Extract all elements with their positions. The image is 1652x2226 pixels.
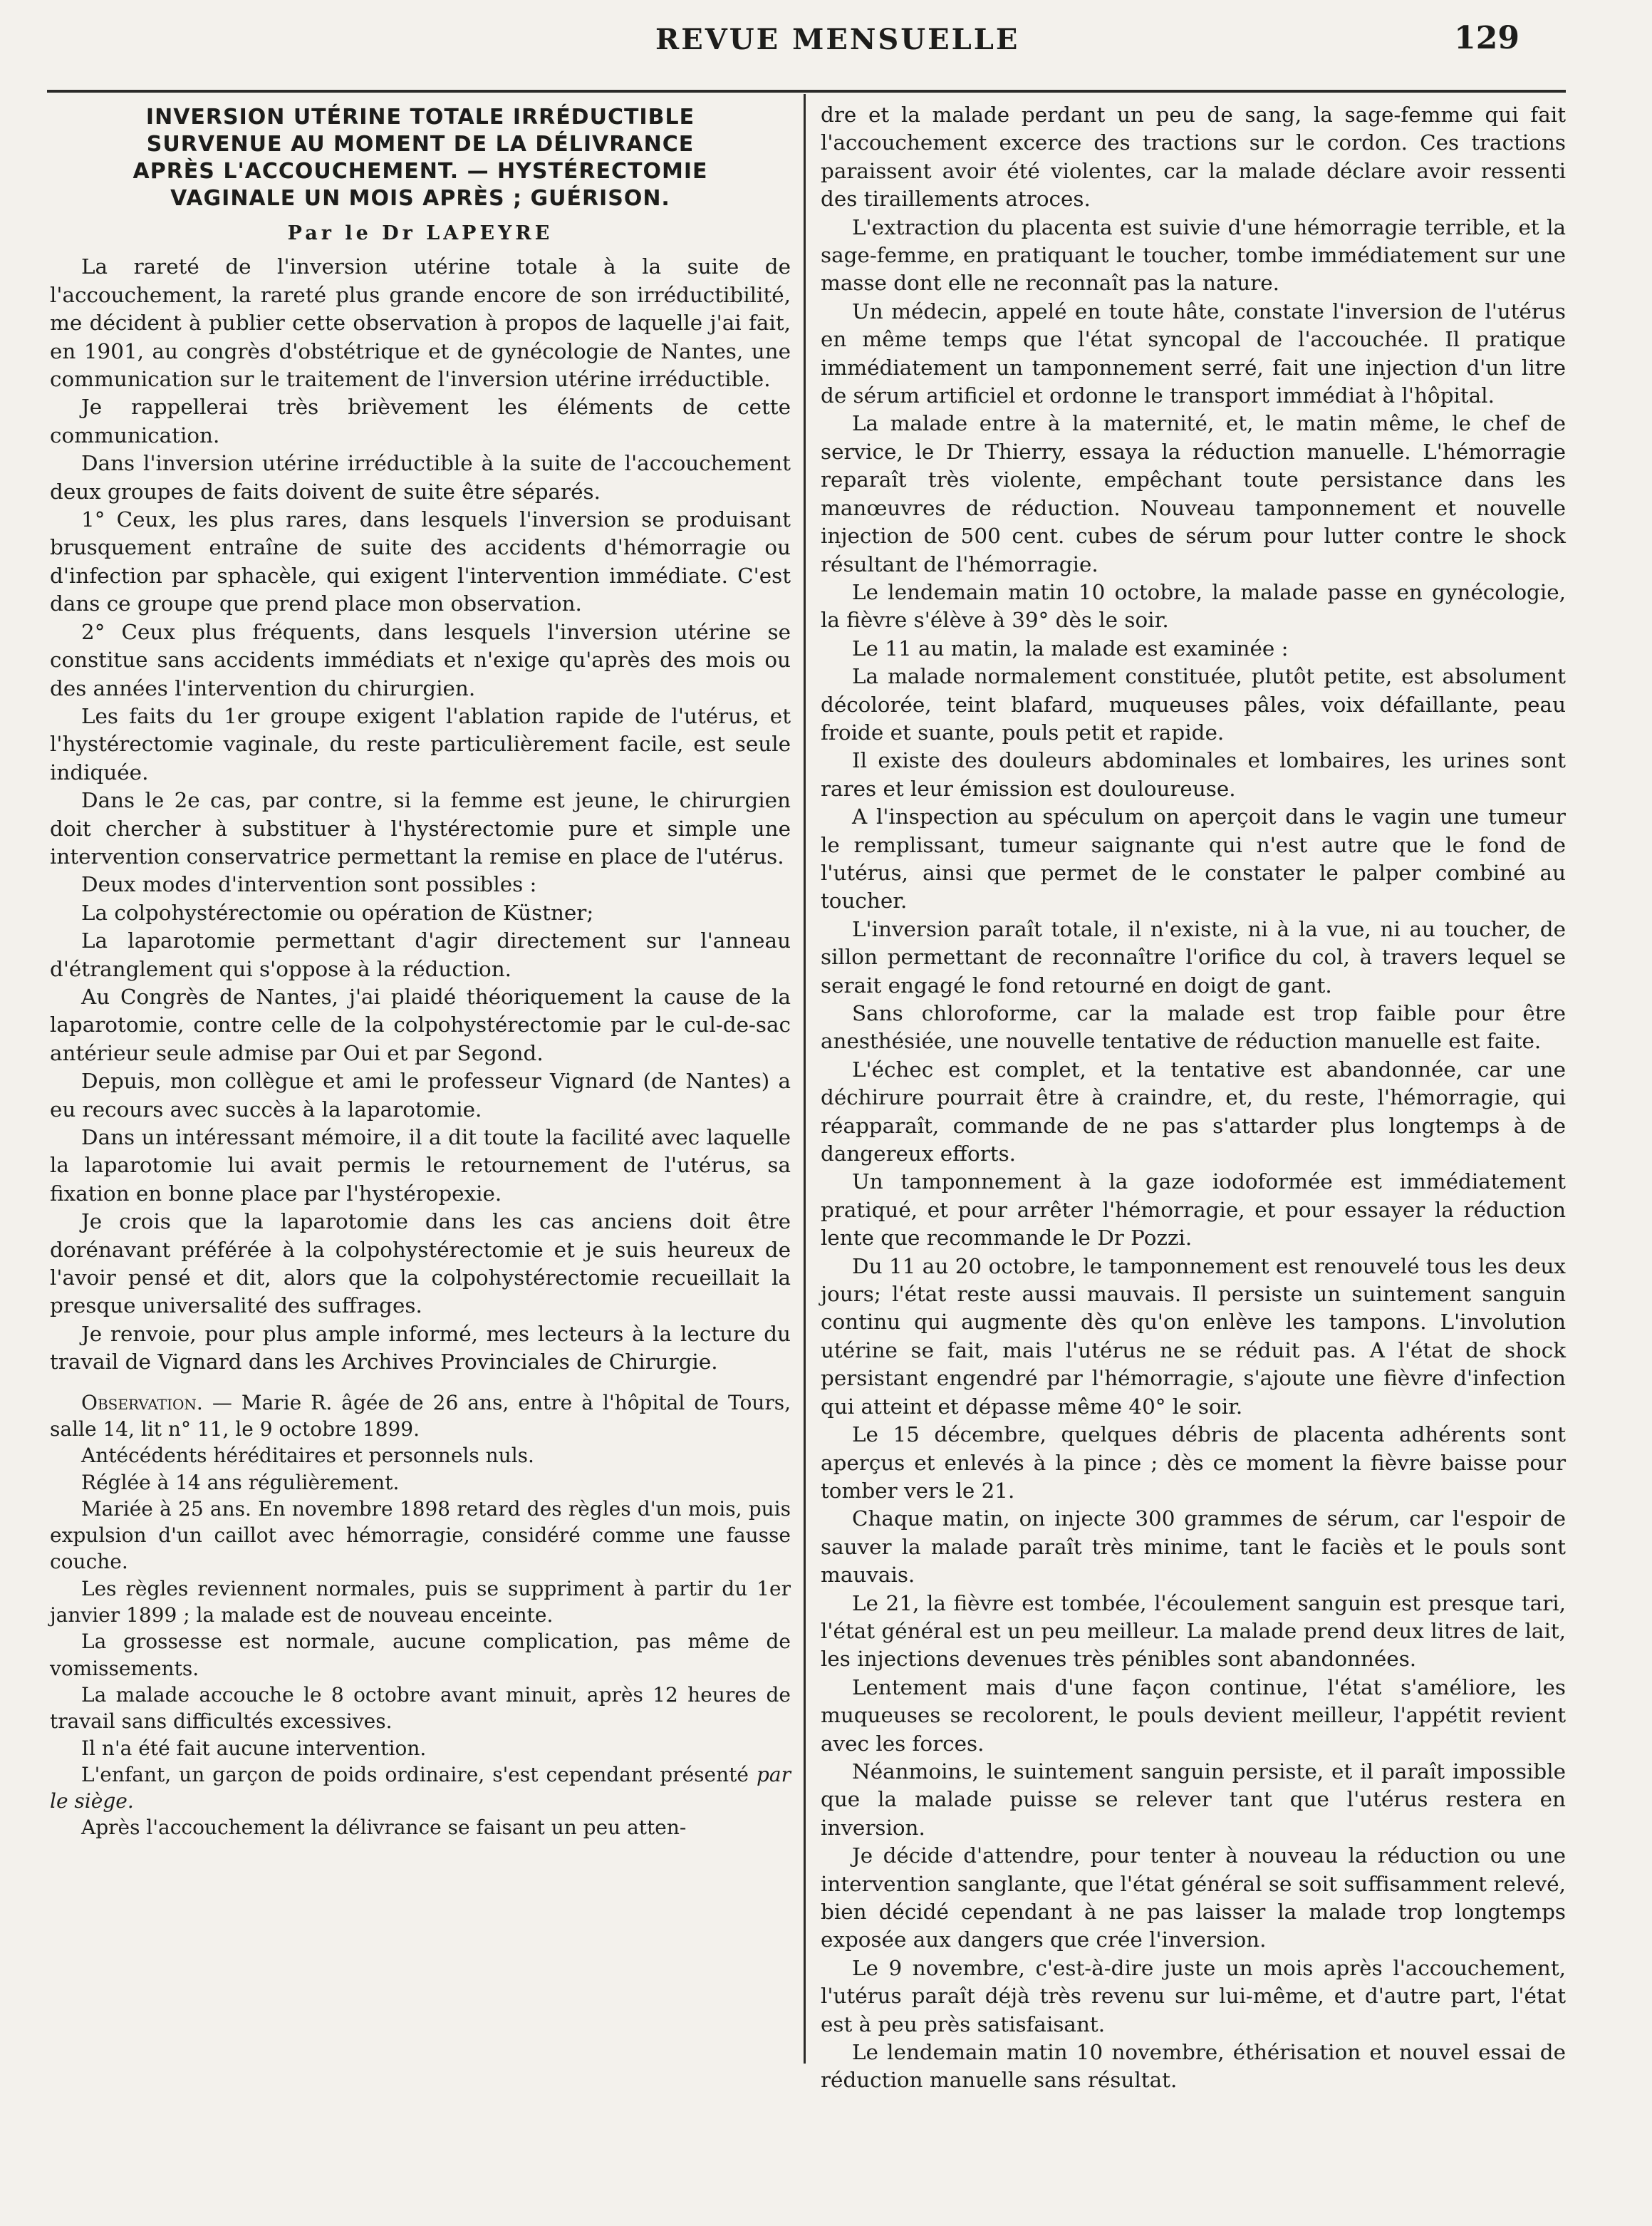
paragraph: Je rappellerai très brièvement les éléments de cette communication. (50, 395, 791, 447)
observation-first-paragraph (50, 1389, 791, 1443)
paragraph: Le lendemain matin 10 novembre, éthérisation et nouvel essai de réduction manuelle sans résultat. (821, 2040, 1566, 2093)
title-line: SURVENUE AU MOMENT DE LA DÉLIVRANCE (146, 132, 695, 157)
observation-paragraph: La malade accouche le 8 octobre avant minuit, après 12 heures de travail sans difficultés excessives. (50, 1682, 791, 1734)
paragraph: La rareté de l'inversion utérine totale à la suite de l'accouchement, la rareté plus grande encore de son irréductibilité, me décident à publier cette observation à propos de laquelle j'ai fait, en 1901, au congrès d'obstétrique et de gynécologie de Nantes, une communication sur le traitement de l'inversion utérine irréductible. (50, 254, 791, 392)
article-title (50, 104, 791, 212)
paragraph: Du 11 au 20 octobre, le tamponnement est renouvelé tous les deux jours; l'état reste aussi mauvais. Il persiste un suintement sanguin continu qui augmente dès qu'on enlève les tampons. L'involution utérine se fait, mais l'utérus ne se réduit pas. A l'état de shock persistant engendré par l'hémorragie, s'ajoute une fièvre d'infection qui atteint et dépasse même 40° le soir. (821, 1253, 1566, 1419)
paragraph: Je renvoie, pour plus ample informé, mes lecteurs à la lecture du travail de Vignard dans les Archives Provinciales de Chirurgie. (50, 1321, 791, 1375)
paragraph: Il existe des douleurs abdominales et lombaires, les urines sont rares et leur émission est douloureuse. (821, 748, 1566, 801)
paragraph: La laparotomie permettant d'agir directement sur l'anneau d'étranglement qui s'oppose à la réduction. (50, 928, 791, 981)
observation-emphasis: par le siège. (50, 1762, 791, 1813)
observation-paragraph: La grossesse est normale, aucune complication, pas même de vomissements. (50, 1630, 791, 1680)
paragraph: Deux modes d'intervention sont possibles : (81, 872, 537, 897)
observation-paragraph: Les règles reviennent normales, puis se suppriment à partir du 1er janvier 1899 ; la malade est de nouveau enceinte. (50, 1576, 791, 1627)
paragraph: Chaque matin, on injecte 300 grammes de sérum, car l'espoir de sauver la malade paraît très minime, tant le faciès et le pouls sont mauvais. (821, 1506, 1566, 1588)
paragraph: Néanmoins, le suintement sanguin persiste, et il paraît impossible que la malade puisse se relever tant que l'utérus restera en inversion. (821, 1759, 1566, 1840)
title-line: APRÈS L'ACCOUCHEMENT. — HYSTÉRECTOMIE (133, 159, 708, 184)
observation-text: — Marie R. âgée de 26 ans, entre à l'hôpital de Tours, salle 14, lit n° 11, le 9 octobre 1899. (50, 1390, 791, 1441)
paragraph: Lentement mais d'une façon continue, l'état s'améliore, les muqueuses se recolorent, le pouls devient meilleur, l'appétit revient avec les forces. (821, 1674, 1566, 1756)
observation-text: L'enfant, un garçon de poids ordinaire, s'est cependant présenté (81, 1762, 749, 1786)
paragraph: 2° Ceux plus fréquents, dans lesquels l'inversion utérine se constitue sans accidents immédiats et n'exige qu'après des mois ou des années l'intervention du chirurgien. (50, 619, 791, 700)
title-line: INVERSION UTÉRINE TOTALE IRRÉDUCTIBLE (145, 105, 695, 130)
paragraph: Dans le 2e cas, par contre, si la femme est jeune, le chirurgien doit chercher à substituer à l'hystérectomie pure et simple une intervention conservatrice permettant la remise en place de l'utérus. (50, 788, 791, 869)
column-separator (804, 94, 806, 2064)
paragraph: L'extraction du placenta est suivie d'une hémorragie terrible, et la sage-femme, en pratiquant le toucher, tombe immédiatement sur une masse dont elle ne reconnaît pas la nature. (821, 214, 1566, 296)
paragraph: Le 11 au matin, la malade est examinée : (852, 636, 1289, 661)
header-rule (47, 90, 1566, 93)
paragraph: La malade normalement constituée, plutôt petite, est absolument décolorée, teint blafard, muqueuses pâles, voix défaillante, peau froide et suante, pouls petit et rapide. (821, 664, 1566, 745)
paragraph: Le lendemain matin 10 octobre, la malade passe en gynécologie, la fièvre s'élève à 39° dès le soir. (821, 579, 1566, 633)
paragraph: Un tamponnement à la gaze iodoformée est immédiatement pratiqué, et pour arrêter l'hémorragie, et pour essayer la réduction lente que recommande le Dr Pozzi. (821, 1169, 1566, 1251)
paragraph: Dans l'inversion utérine irréductible à la suite de l'accouchement deux groupes de faits doivent de suite être séparés. (50, 451, 791, 504)
paragraph: dre et la malade perdant un peu de sang, la sage-femme qui fait l'accouchement excerce des tractions sur le cordon. Ces tractions paraissent avoir été violentes, car la malade déclare avoir ressenti des tiraillements atroces. (821, 103, 1566, 212)
paragraph: Un médecin, appelé en toute hâte, constate l'inversion de l'utérus en même temps que l'état syncopal de l'accouchée. Il pratique immédiatement un tamponnement serré, fait une injection d'un litre de sérum artificiel et ordonne le transport immédiat à l'hôpital. (821, 299, 1566, 408)
paragraph: 1° Ceux, les plus rares, dans lesquels l'inversion se produisant brusquement entraîne de suite des accidents d'hémorragie ou d'infection par sphacèle, qui exigent l'intervention immédiate. C'est dans ce groupe que prend place mon observation. (50, 507, 791, 616)
paragraph: L'échec est complet, et la tentative est abandonnée, car une déchirure pourrait être à craindre, et, du reste, l'hémorragie, qui réapparaît, commande de ne pas s'attarder plus longtemps à de dangereux efforts. (821, 1057, 1566, 1166)
byline: Par le Dr LAPEYRE (287, 222, 554, 244)
paragraph: A l'inspection au spéculum on aperçoit dans le vagin une tumeur le remplissant, tumeur saignante qui n'est autre que le fond de l'utérus, ainsi que permet de le constater le palper combiné au toucher. (821, 804, 1566, 913)
observation (50, 1389, 791, 1841)
observation-paragraph: Antécédents héréditaires et personnels nuls. (81, 1444, 534, 1468)
paragraph: Sans chloroforme, car la malade est trop faible pour être anesthésiée, une nouvelle tentative de réduction manuelle est faite. (821, 1001, 1566, 1054)
paragraph: L'inversion paraît totale, il n'existe, ni à la vue, ni au toucher, de sillon permettant de reconnaître l'orifice du col, à travers lequel se serait engagé le fond retourné en doigt de gant. (821, 916, 1566, 998)
observation-heading: Observation. (81, 1390, 203, 1414)
right-column (821, 101, 1566, 2095)
paragraph: Le 21, la fièvre est tombée, l'écoulement sanguin est presque tari, l'état général est un peu meilleur. La malade prend deux litres de lait, les injections devenues très pénibles sont abandonnées. (821, 1590, 1566, 1672)
observation-paragraph (50, 1761, 791, 1815)
paragraph: Dans un intéressant mémoire, il a dit toute la facilité avec laquelle la laparotomie lui avait permis le retournement de l'utérus, sa fixation en bonne place par l'hystéropexie. (50, 1125, 791, 1206)
page-number: 129 (1454, 20, 1519, 56)
paragraph: La malade entre à la maternité, et, le matin même, le chef de service, le Dr Thierry, essaya la réduction manuelle. L'hémorragie reparaît très violente, empêchant toute persistance dans les manœuvres de réduction. Nouveau tamponnement et nouvelle injection de 500 cent. cubes de sérum pour lutter contre le shock résultant de l'hémorragie. (821, 411, 1566, 576)
paragraph: Depuis, mon collègue et ami le professeur Vignard (de Nantes) a eu recours avec succès à la laparotomie. (50, 1069, 791, 1122)
paragraph: Les faits du 1er groupe exigent l'ablation rapide de l'utérus, et l'hystérectomie vaginale, du reste particulièrement facile, est seule indiquée. (50, 703, 791, 785)
left-column (50, 101, 791, 1841)
paragraph: Le 9 novembre, c'est-à-dire juste un mois après l'accouchement, l'utérus paraît déjà très revenu sur lui-même, et d'autre part, l'état est à peu près satisfaisant. (821, 1955, 1566, 2036)
paragraph: Au Congrès de Nantes, j'ai plaidé théoriquement la cause de la laparotomie, contre celle de la colpohystérectomie par le cul-de-sac antérieur seule admise par Oui et par Segond. (50, 984, 791, 1065)
observation-paragraph: Mariée à 25 ans. En novembre 1898 retard des règles d'un mois, puis expulsion d'un caillot avec hémorragie, considéré comme une fausse couche. (50, 1496, 791, 1574)
observation-paragraph: Il n'a été fait aucune intervention. (81, 1736, 427, 1760)
paragraph: Je décide d'attendre, pour tenter à nouveau la réduction ou une intervention sanglante, que l'état général se soit suffisamment relevé, bien décidé cependant à ne pas laisser la malade trop longtemps exposée aux dangers que crée l'inversion. (821, 1843, 1566, 1952)
page-header (0, 13, 1652, 63)
paragraph: Je crois que la laparotomie dans les cas anciens doit être dorénavant préférée à la colpohystérectomie et je suis heureux de l'avoir pensé et dit, alors que la colpohystérectomie recueillait la presque universalité des suffrages. (50, 1209, 791, 1318)
observation-paragraph: Réglée à 14 ans régulièrement. (81, 1470, 400, 1494)
running-title: REVUE MENSUELLE (655, 23, 1020, 56)
paragraph: Le 15 décembre, quelques débris de placenta adhérents sont aperçus et enlevés à la pince ; dès ce moment la fièvre baisse pour tomber vers le 21. (821, 1422, 1566, 1503)
title-line: VAGINALE UN MOIS APRÈS ; GUÉRISON. (170, 186, 670, 211)
observation-paragraph: Après l'accouchement la délivrance se faisant un peu atten- (81, 1816, 687, 1840)
paragraph: La colpohystérectomie ou opération de Küstner; (81, 900, 594, 925)
